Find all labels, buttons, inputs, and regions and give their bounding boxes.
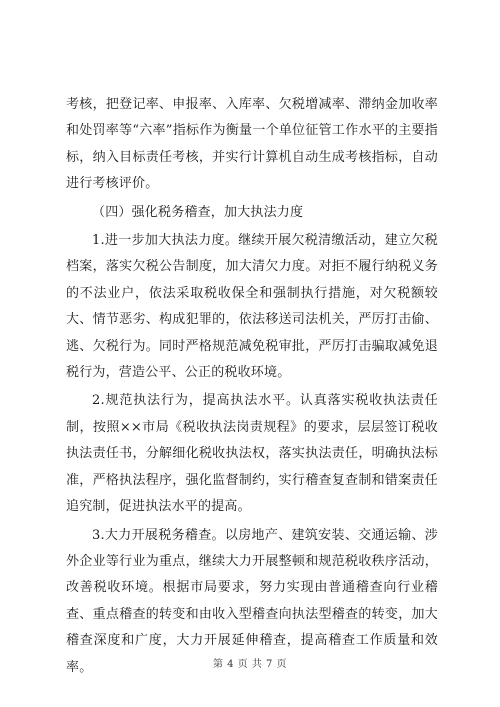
body-text: [66, 92, 438, 681]
paragraph-continuation: 考核，把登记率、申报率、入库率、欠税增减率、滞纳金加收率和处罚率等“六率”指标作为衡量一个单位征管工作水平的主要指标，纳入目标责任考核，并实行计算机自动生成考核指标，自动进行考核评价。: [66, 97, 438, 192]
page-footer: 第 4 页 共 7 页: [212, 659, 288, 670]
paragraph-item-3: 3.大力开展税务稽查。以房地产、建筑安装、交通运输、涉外企业等行业为重点，继续大力开展整顿和规范税收秩序活动，改善税收环境。根据市局要求，努力实现由普通稽查向行业稽查、重点稽查的转变和由收入型稽查向执法型稽查的转变，加大稽查深度和广度，大力开展延伸稽查，提高稽查工作质量和效率。: [66, 527, 438, 675]
section-heading: （四）强化税务稽查，加大执法力度: [92, 204, 304, 220]
paragraph-item-2: 2.规范执法行为，提高执法水平。认真落实税收执法责任制，按照××市局《税收执法岗责规程》的要求，层层签订税收执法责任书，分解细化税收执法权，落实执法责任，明确执法标准，严格执法程序，强化监督制约，实行稽查复查制和错案责任追究制，促进执法水平的提高。: [66, 393, 438, 515]
paragraph-item-1: 1.进一步加大执法力度。继续开展欠税清缴活动，建立欠税档案，落实欠税公告制度，加大清欠力度。对拒不履行纳税义务的不法业户，依法采取税收保全和强制执行措施，对欠税额较大、情节恶劣、构成犯罪的，依法移送司法机关，严厉打击偷、逃、欠税行为。同时严格规范减免税审批，严厉打击骗取减免退税行为，营造公平、公正的税收环境。: [66, 233, 438, 381]
